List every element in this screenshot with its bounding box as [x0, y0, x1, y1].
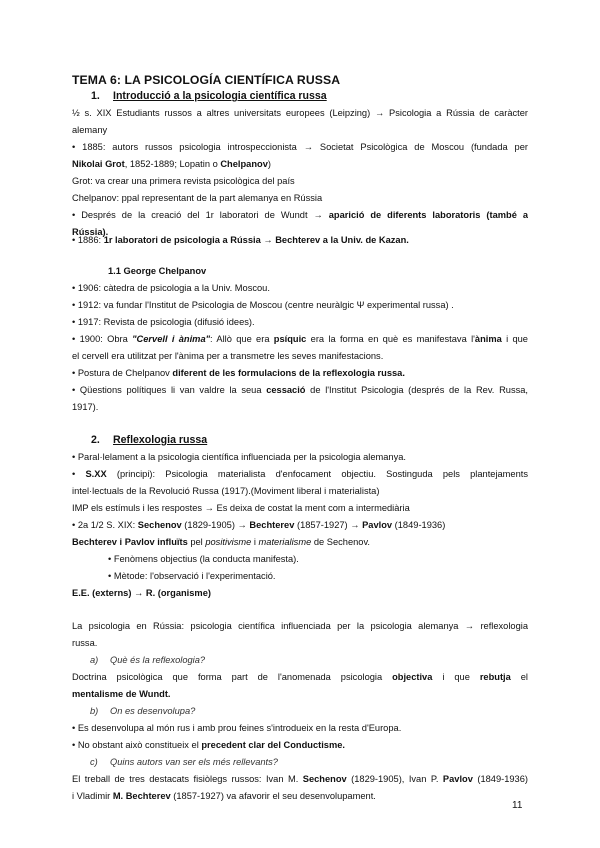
- page-title: TEMA 6: LA PSICOLOGÍA CIENTÍFICA RUSSA: [72, 73, 341, 87]
- paragraph-line: IMP els estímuls i les respostes → Es deixa de costat la ment com a intermediària: [72, 503, 410, 513]
- paragraph-line: Chelpanov: ppal representant de la part alemanya en Rússia: [72, 193, 323, 203]
- paragraph-line: [72, 585, 528, 602]
- text-bold: Nikolai Grot: [72, 159, 125, 169]
- paragraph-line: intel·lectuals de la Revolució Russa (1917).(Moviment liberal i materialista): [72, 486, 380, 496]
- text-bold: M. Bechterev: [112, 791, 171, 801]
- paragraph-line: el cervell era utilitzat per l'ànima per a transmetre les seves manifestacions.: [72, 351, 384, 361]
- text-bold: Sechenov: [302, 774, 347, 784]
- paragraph-line: El treball de tres destacats fisiòlegs russos: Ivan M. Sechenov (1829-1905), Ivan P. Pavlov (1849-1936): [72, 774, 528, 784]
- text-bold: Bechterev: [249, 520, 295, 530]
- text-bold: cessació: [266, 385, 306, 395]
- text-bold: Rússia).: [72, 227, 109, 237]
- section-2-title: Reflexologia russa: [113, 434, 208, 446]
- question-a: a) Què és la reflexologia?: [90, 652, 528, 669]
- paragraph-line: • 1885: autors russos psicologia introspeccionista → Societat Psicològica de Moscou (fundada per: [72, 142, 528, 152]
- paragraph-line: Doctrina psicològica que forma part de l'anomenada psicologia objectiva i que rebutja el: [72, 672, 528, 682]
- paragraph-line: Bechterev i Pavlov influïts pel positivisme i materialisme de Sechenov.: [72, 537, 370, 547]
- page-number: 11: [512, 800, 523, 811]
- text-bold: mentalisme de Wundt.: [72, 689, 171, 699]
- paragraph-line: La psicologia en Rússia: psicologia científica influenciada per la psicologia alemanya → reflexologia: [72, 621, 528, 631]
- paragraph-line: i Vladimir M. Bechterev (1857-1927) va afavorir el seu desenvolupament.: [72, 791, 376, 801]
- paragraph-line: • 1917: Revista de psicologia (difusió idees).: [72, 317, 255, 327]
- text-bold: S.XX: [85, 469, 107, 479]
- paragraph-line: • Es desenvolupa al món rus i amb prou feines s'introdueix en la resta d'Europa.: [72, 723, 402, 733]
- text-bold: diferent de les formulacions de la reflexologia russa.: [172, 368, 405, 378]
- question-label: c): [90, 757, 98, 767]
- question-c: c) Quins autors van ser els més rellevants?: [90, 754, 528, 771]
- text-italic: materialisme: [258, 537, 312, 547]
- text-bold: objectiva: [392, 672, 433, 682]
- paragraph-line: 1917).: [72, 402, 99, 412]
- question-label: a): [90, 655, 99, 665]
- text-bold: rebutja: [479, 672, 511, 682]
- paragraph-line: alemany: [72, 125, 108, 135]
- section-1-number: 1.: [91, 90, 100, 102]
- text-bold: Sechenov: [137, 520, 182, 530]
- paragraph-line: • Paral·lelament a la psicologia científica influenciada per la psicologia alemanya.: [72, 452, 406, 462]
- text-bold: ànima: [474, 334, 502, 344]
- section-2-heading: [91, 432, 528, 449]
- paragraph-line: ½ s. XIX Estudiants russos a altres universitats europees (Leipzing) → Psicologia a Rússia de caràcter: [72, 108, 528, 118]
- paragraph-line: • 1912: va fundar l'Institut de Psicologia de Moscou (centre neuràlgic Ψ experimental russa) .: [72, 300, 454, 310]
- paragraph-line: • Postura de Chelpanov diferent de les formulacions de la reflexologia russa.: [72, 368, 405, 378]
- text-bold: Pavlov: [362, 520, 393, 530]
- list-item: • Fenòmens objectius (la conducta manifesta).: [108, 554, 299, 564]
- paragraph-line: Nikolai Grot, 1852-1889; Lopatin o Chelpanov): [72, 159, 271, 169]
- text-bold: precedent clar del Conductisme.: [201, 740, 345, 750]
- section-1-title: Introducció a la psicologia científica russa: [113, 90, 327, 102]
- text-italic: positivisme: [205, 537, 252, 547]
- question-b: b) On es desenvolupa?: [90, 703, 528, 720]
- paragraph-line: • 1886: 1r laboratori de psicologia a Rússia → Bechterev a la Univ. de Kazan.: [72, 235, 409, 245]
- text-bold: Chelpanov: [220, 159, 268, 169]
- section-2-number: 2.: [91, 434, 100, 446]
- text-bold: 1r laboratori de psicologia a Rússia → Bechterev a la Univ. de Kazan.: [103, 235, 409, 245]
- text-bold: aparició de diferents laboratoris (també a: [328, 210, 528, 220]
- paragraph-line: • No obstant això constitueix el precedent clar del Conductisme.: [72, 740, 345, 750]
- subsection-1-1-heading: 1.1 George Chelpanov: [108, 266, 207, 276]
- list-item: • Mètode: l'observació i l'experimentació.: [108, 571, 276, 581]
- section-1-heading: [91, 88, 528, 105]
- paragraph-line: [72, 686, 528, 703]
- question-label: b): [90, 706, 99, 716]
- paragraph-line: • S.XX (principi): Psicologia materialista d'enfocament objectiu. Sostinguda pels plantejaments: [72, 469, 528, 479]
- paragraph-line: Grot: va crear una primera revista psicològica del país: [72, 176, 295, 186]
- text-bold: E.E. (externs) → R. (organisme): [72, 588, 211, 598]
- text-bold: psíquic: [273, 334, 307, 344]
- paragraph-line: • Després de la creació del 1r laboratori de Wundt → aparició de diferents laboratoris (també a: [72, 210, 528, 220]
- paragraph-line: • 2a 1/2 S. XIX: Sechenov (1829-1905) → Bechterev (1857-1927) → Pavlov (1849-1936): [72, 520, 446, 530]
- paragraph-line: • 1906: càtedra de psicologia a la Univ. Moscou.: [72, 283, 270, 293]
- paragraph-line: russa.: [72, 638, 98, 648]
- text-bold-italic: "Cervell i ànima": [132, 334, 211, 344]
- paragraph-line: • Qüestions polítiques li van valdre la seua cessació de l'Institut Psicologia (després de la Rev. Russa,: [72, 385, 528, 395]
- text-bold: Pavlov: [442, 774, 473, 784]
- text-bold: Bechterev i Pavlov influïts: [72, 537, 188, 547]
- paragraph-line: • 1900: Obra "Cervell i ànima": Allò que era psíquic era la forma en què es manifestava l'ànima i que: [72, 334, 528, 344]
